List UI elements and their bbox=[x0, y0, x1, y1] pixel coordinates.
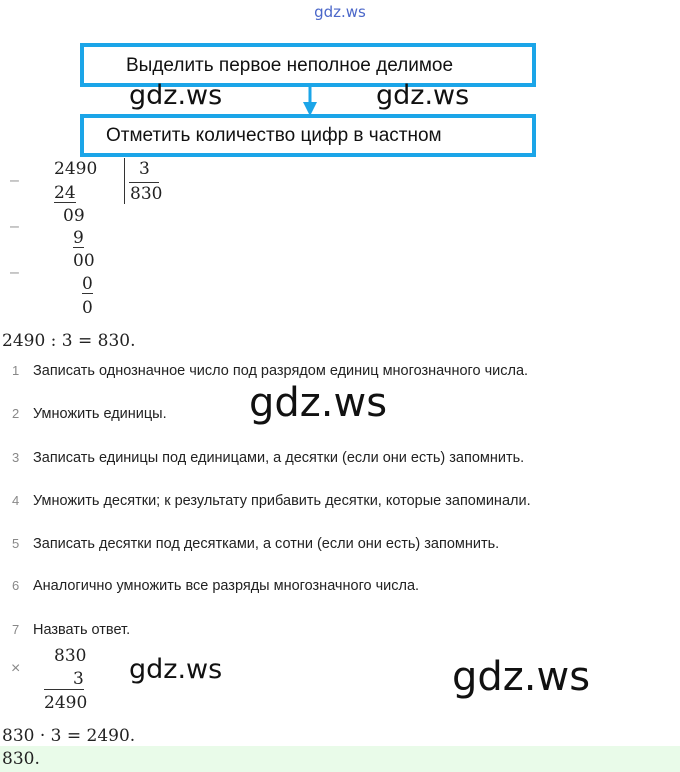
division-result: 2490 : 3 = 830. bbox=[2, 331, 136, 351]
step-number: 4 bbox=[12, 493, 20, 508]
watermark-bottom-left: gdz.ws bbox=[129, 654, 223, 685]
minus-sign: – bbox=[10, 218, 19, 235]
remainder-2: 00 bbox=[73, 251, 95, 271]
subtrahend-1: 24 bbox=[54, 183, 76, 203]
flowchart-box-quotient-digits: Отметить количество цифр в частном bbox=[80, 114, 536, 157]
watermark-bottom-right: gdz.ws bbox=[452, 654, 591, 700]
watermark-top: gdz.ws bbox=[314, 3, 366, 21]
step-text: Аналогично умножить все разряды многозначного числа. bbox=[33, 578, 420, 594]
multiplicand: 830 bbox=[54, 646, 87, 666]
multiplier: 3 bbox=[73, 669, 84, 689]
minus-sign: – bbox=[10, 264, 19, 281]
minus-sign: – bbox=[10, 172, 19, 189]
watermark-mid-left: gdz.ws bbox=[129, 80, 223, 111]
step-number: 2 bbox=[12, 406, 20, 421]
step-text: Умножить единицы. bbox=[33, 406, 167, 422]
flow-arrow-down-icon bbox=[303, 86, 317, 116]
answer-bar bbox=[0, 746, 680, 772]
divisor: 3 bbox=[139, 159, 150, 179]
multiply-sign: × bbox=[11, 660, 21, 677]
multiplication-result: 830 · 3 = 2490. bbox=[2, 726, 136, 746]
subtrahend-2: 9 bbox=[73, 228, 84, 248]
dividend: 2490 bbox=[54, 159, 98, 179]
answer-text: 830. bbox=[2, 749, 40, 769]
remainder-1: 09 bbox=[63, 206, 85, 226]
flowchart-box-first-partial-dividend: Выделить первое неполное делимое bbox=[80, 43, 536, 87]
division-horizontal-line bbox=[129, 182, 159, 183]
step-text: Умножить десятки; к результату прибавить десятки, которые запоминали. bbox=[33, 493, 531, 509]
remainder-3: 0 bbox=[82, 298, 93, 318]
watermark-center: gdz.ws bbox=[249, 380, 388, 426]
multiplication-line bbox=[44, 689, 84, 690]
watermark-mid-right: gdz.ws bbox=[376, 80, 470, 111]
step-number: 7 bbox=[12, 622, 20, 637]
step-text: Записать десятки под десятками, а сотни (если они есть) запомнить. bbox=[33, 536, 500, 552]
step-text: Записать однозначное число под разрядом единиц многозначного числа. bbox=[33, 363, 529, 379]
quotient: 830 bbox=[130, 184, 163, 204]
step-number: 3 bbox=[12, 450, 20, 465]
division-vertical-line bbox=[124, 158, 125, 204]
step-number: 1 bbox=[12, 363, 20, 378]
product: 2490 bbox=[44, 693, 88, 713]
step-number: 6 bbox=[12, 578, 20, 593]
subtrahend-3: 0 bbox=[82, 274, 93, 294]
step-text: Назвать ответ. bbox=[33, 622, 131, 638]
step-number: 5 bbox=[12, 536, 20, 551]
step-text: Записать единицы под единицами, а десятки (если они есть) запомнить. bbox=[33, 450, 525, 466]
